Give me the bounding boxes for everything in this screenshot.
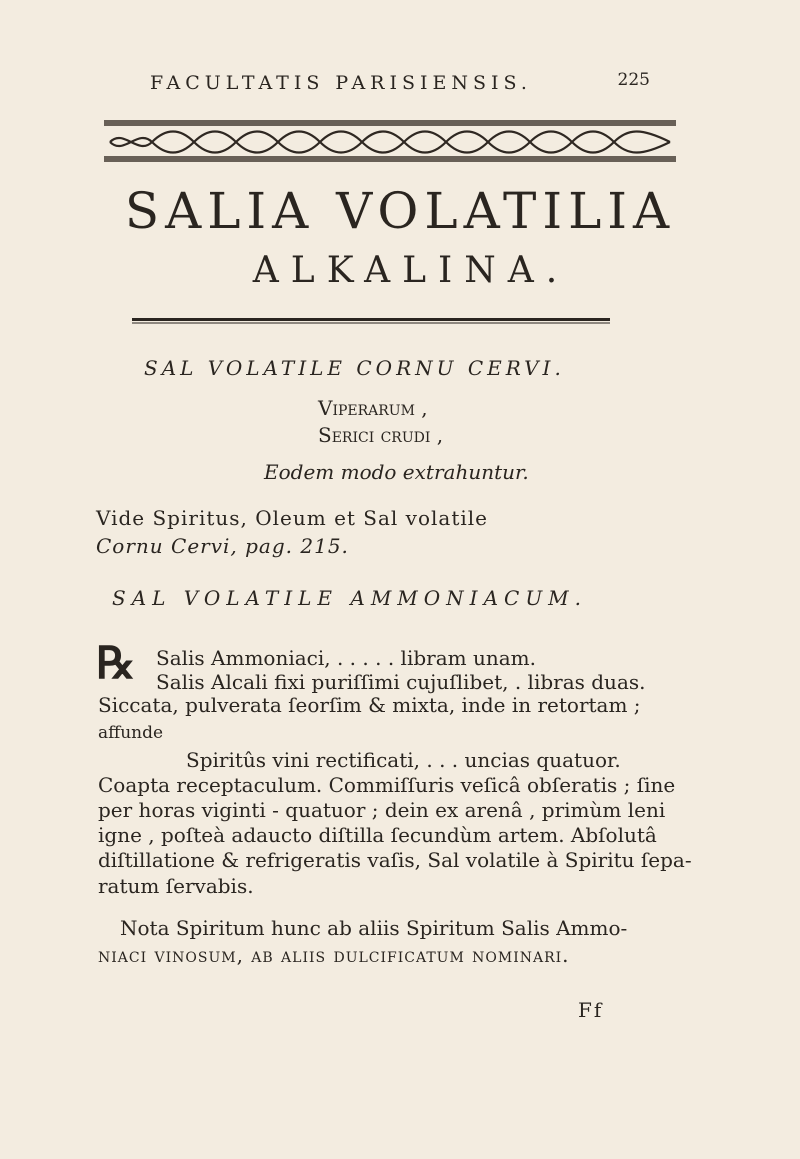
decorative-ornament-band — [104, 116, 676, 168]
catchword: Ff — [578, 998, 604, 1022]
entry-heading-cornu-cervi: SAL VOLATILE CORNU CERVI. — [144, 356, 565, 380]
section-title: SALIA VOLATILIA — [124, 182, 676, 240]
cross-reference-line: Cornu Cervi, pag. 215. — [96, 534, 349, 558]
recipe-line: affunde — [98, 723, 164, 743]
nota-line: Nota Spiritum hunc ab aliis Spiritum Salis Ammo- — [120, 916, 628, 940]
entry-note: Eodem modo extrahuntur. — [264, 460, 529, 484]
recipe-line: per horas viginti - quatuor ; dein ex arenâ , primùm leni — [98, 798, 666, 822]
recipe-line: Spiritûs vini rectificati, . . . uncias quatuor. — [186, 748, 621, 772]
entry-heading-ammoniacum: SAL VOLATILE AMMONIACUM. — [112, 586, 588, 610]
recipe-line: Salis Ammoniaci, . . . . . libram unam. — [156, 646, 536, 670]
double-rule — [132, 318, 610, 324]
recipe-symbol: ℞ — [96, 638, 136, 689]
recipe-line: ratum ſervabis. — [98, 874, 254, 898]
cross-reference-line: Vide Spiritus, Oleum et Sal volatile — [96, 506, 489, 530]
recipe-line: igne , poſteà adaucto diſtilla ſecundùm artem. Abſolutâ — [98, 823, 657, 847]
nota-line: niaci vinosum, ab aliis dulcificatum nominari. — [98, 943, 570, 967]
page-header — [150, 70, 650, 102]
recipe-line: Coapta receptaculum. Commiſſuris veſicâ obſeratis ; ſine — [98, 773, 676, 797]
entry-subline: Serici crudi , — [318, 423, 444, 447]
recipe-line: Siccata, pulverata ſeorſim & mixta, inde in retortam ; — [98, 693, 641, 717]
recipe-line: diſtillatione & refrigeratis vaſis, Sal volatile à Spiritu ſepa- — [98, 848, 692, 872]
section-subtitle: ALKALINA. — [252, 250, 570, 291]
running-head: FACULTATIS PARISIENSIS. — [150, 72, 532, 94]
entry-subline: Viperarum , — [318, 396, 428, 420]
recipe-line: Salis Alcali fixi puriſſimi cujuſlibet, . libras duas. — [156, 670, 646, 694]
page-number: 225 — [617, 70, 650, 90]
